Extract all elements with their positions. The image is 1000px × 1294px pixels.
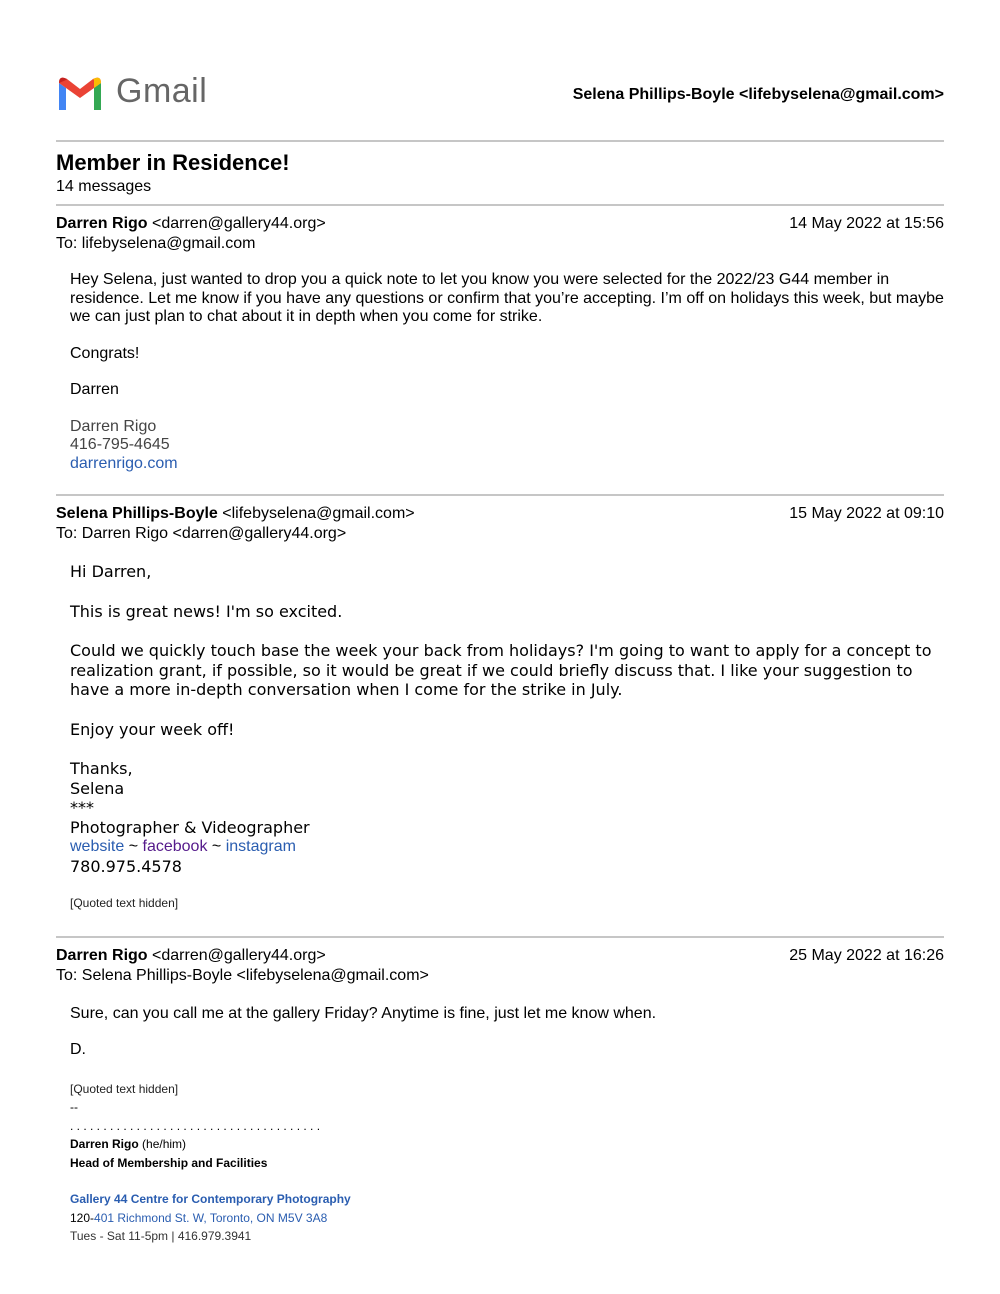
paragraph: Hey Selena, just wanted to drop you a quick note to let you know you were selected for the 2022/23 G44 member in residence. Let me know if you have any questions or confirm that you’re accepting. I’m off on holidays this week, but maybe we can just plan to chat about it in depth when you come for strike. <box>70 271 944 325</box>
signature-dots: . . . . . . . . . . . . . . . . . . . . . . . . . . . . . . . . . . . . . . <box>70 1118 321 1133</box>
sender <box>56 947 326 965</box>
quoted-text-toggle[interactable]: [Quoted text hidden] <box>70 1081 179 1096</box>
signature <box>70 1098 944 1246</box>
signature-dashes: -- <box>70 1100 78 1114</box>
signature-stars: *** <box>70 798 94 817</box>
gmail-m-icon <box>56 74 104 110</box>
instagram-link[interactable]: instagram <box>225 838 296 855</box>
account-owner: Selena Phillips-Boyle <lifebyselena@gmail.com> <box>572 86 944 103</box>
divider <box>56 140 944 142</box>
signature-pronouns: (he/him) <box>142 1137 187 1151</box>
thread-subject: Member in Residence! <box>56 150 290 175</box>
paragraph: Congrats! <box>70 344 140 362</box>
message <box>56 215 944 473</box>
signature-address <box>70 1209 944 1228</box>
sender <box>56 505 415 523</box>
sender-name: Selena Phillips-Boyle <box>56 505 218 522</box>
greeting: Hi Darren, <box>70 562 152 581</box>
social-links <box>70 837 944 857</box>
message-count: 14 messages <box>56 178 152 195</box>
message-date: 15 May 2022 at 09:10 <box>789 505 944 522</box>
message-header <box>56 505 944 523</box>
signature-phone: 416-795-4645 <box>70 436 170 453</box>
quoted-text-toggle[interactable]: [Quoted text hidden] <box>70 896 179 910</box>
paragraph: Darren <box>70 381 119 398</box>
sender-name: Darren Rigo <box>56 946 148 964</box>
signature-hours: Tues - Sat 11-5pm | 416.979.3941 <box>70 1229 252 1243</box>
message-body <box>70 562 944 914</box>
signature-name: Darren Rigo <box>70 417 157 435</box>
signature-name: Darren Rigo <box>70 1137 139 1151</box>
website-link[interactable]: website <box>70 838 125 855</box>
gmail-logo <box>56 72 207 111</box>
closing: Thanks, <box>70 759 133 778</box>
gallery-link[interactable]: Gallery 44 Centre for Contemporary Photography <box>70 1192 351 1206</box>
sender <box>56 215 326 233</box>
recipient: To: lifebyselena@gmail.com <box>56 235 256 252</box>
sender-name: Darren Rigo <box>56 215 148 232</box>
recipient: To: Selena Phillips-Boyle <lifebyselena@gmail.com> <box>56 966 429 984</box>
message-date: 14 May 2022 at 15:56 <box>789 215 944 232</box>
facebook-link[interactable]: facebook <box>142 838 208 855</box>
address-link[interactable]: 401 Richmond St. W, Toronto, ON M5V 3A8 <box>94 1210 328 1225</box>
address-suite: 120- <box>70 1210 95 1225</box>
paragraph: This is great news! I'm so excited. <box>70 601 343 621</box>
sender-email: <lifebyselena@gmail.com> <box>222 505 415 522</box>
message-header <box>56 215 944 233</box>
message <box>56 947 944 1246</box>
message-date: 25 May 2022 at 16:26 <box>789 946 944 964</box>
divider <box>56 204 944 206</box>
paragraph: D. <box>70 1041 86 1058</box>
email-printout <box>56 0 944 1246</box>
message-header <box>56 947 944 965</box>
signature <box>70 418 944 474</box>
sender-email: <darren@gallery44.org> <box>152 946 326 964</box>
message-body <box>70 271 944 473</box>
recipient: To: Darren Rigo <darren@gallery44.org> <box>56 525 347 542</box>
sender-email: <darren@gallery44.org> <box>152 215 326 232</box>
link-separator: ~ <box>211 838 222 855</box>
signature-name-line <box>70 1135 944 1154</box>
signature-phone: 780.975.4578 <box>70 856 182 876</box>
gmail-logo-text: Gmail <box>116 72 208 110</box>
signature-title: Photographer & Videographer <box>70 817 310 837</box>
message <box>56 505 944 914</box>
signature-role: Head of Membership and Facilities <box>70 1155 268 1170</box>
paragraph: Could we quickly touch base the week your back from holidays? I'm going to want to apply for a concept to realization grant, if possible, so it would be great if we could briefly discuss that. I like your suggestion to have a more in-depth conversation when I come for the strike in July. <box>70 641 932 699</box>
signature-name: Selena <box>70 778 125 798</box>
link-separator: ~ <box>128 838 139 855</box>
paragraph: Sure, can you call me at the gallery Friday? Anytime is fine, just let me know when. <box>70 1004 657 1022</box>
website-link[interactable]: darrenrigo.com <box>70 454 178 472</box>
paragraph: Enjoy your week off! <box>70 719 235 739</box>
message-body <box>70 1005 944 1246</box>
print-header <box>56 0 944 140</box>
divider <box>56 936 944 938</box>
divider <box>56 494 944 496</box>
